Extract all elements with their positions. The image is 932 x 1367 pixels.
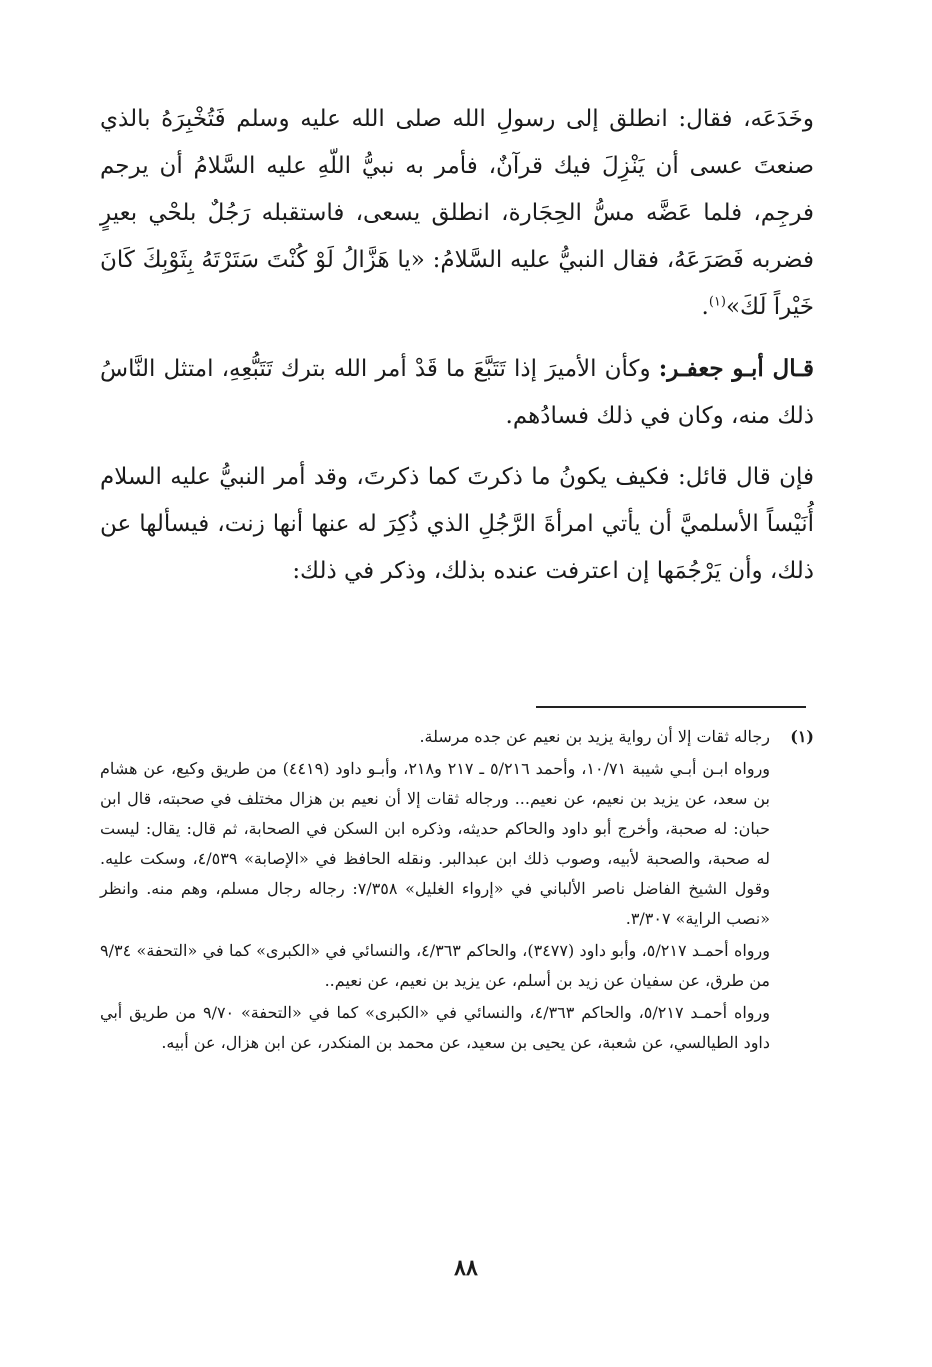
footnote-paragraph-2: ورواه ابـن أبـي شيبة ١٠/٧١، وأحمد ٥/٢١٦ ـ ٢١٧ و٢١٨، وأبـو داود (٤٤١٩) من طريق وكيع، عن هشام بن سعد، عن يزيد بن نعيم، عن نعيم... ورجاله ثقات إلا أن نعيم بن هزال مختلف في صحبته، قال ابن حبان: له صحبة، وأخرج أبو داود والحاكم حديثه، وذكره ابن السكن في الصحابة، ثم قال: يقال: ليست له صحبة، والصحبة لأبيه، وصوب ذلك ابن عبدالبر. ونقله الحافظ في «الإصابة» ٤/٥٣٩، وسكت عليه. وقول الشيخ الفاضل ناصر الألباني في «إرواء الغليل» ٧/٣٥٨: رجاله رجال مسلم، وهم منه. وانظر «نصب الراية» ٣/٣٠٧. xyxy=(100,759,771,928)
footnote-1 xyxy=(100,722,814,1060)
footnote-body xyxy=(100,722,770,1060)
paragraph-1-text: وخَدَعَه، فقال: انطلق إلى رسولِ الله صلى الله عليه وسلم فَتُخْبِرَهُ بالذي صنعتَ عسى أن يَنْزِلَ فيك قرآنٌ، فأمر به نبيُّ اللّهِ عليه السَّلامُ أن يرجم فرجِم، فلما عَضَّه مسُّ الحِجَارة، انطلق يسعى، فاستقبله رَجُلٌ بلحْي بعيرٍ فضربه فَصَرَعَهُ، فقال النبيُّ عليه السَّلامُ: «يا هَزَّالُ لَوْ كُنْتَ سَتَرْتَهُ بِثَوْبِكَ كَانَ خَيْراً لَكَ» xyxy=(100,106,814,320)
main-paragraph-1 xyxy=(100,96,814,331)
main-paragraph-2 xyxy=(100,345,814,440)
footnote-reference: (١) xyxy=(708,294,726,310)
main-paragraph-3: فإن قال قائل: فكيف يكونُ ما ذكرتَ كما ذكرتَ، وقد أمر النبيُّ عليه السلام أُنَيْساً الأسلميَّ أن يأتي امرأةَ الرَّجُلِ الذي ذُكِرَ له عنها أنها زنت، فيسألها عن ذلك، وأن يَرْجُمَها إن اعترفت عنده بذلك، وذكر في ذلك: xyxy=(100,464,814,584)
footnote-line-1: رجاله ثقات إلا أن رواية يزيد بن نعيم عن جده مرسلة. xyxy=(419,727,770,746)
paragraph-2-lead: قـال أبـو جعفـر: xyxy=(658,355,814,382)
footnote-paragraph-3: ورواه أحمـد ٥/٢١٧، وأبو داود (٣٤٧٧)، والحاكم ٤/٣٦٣، والنسائي في «الكبرى» كما في «التحفة» ٩/٣٤ من طرق، عن سفيان عن زيد بن أسلم، عن يزيد بن نعيم، عن نعيم.. xyxy=(100,941,770,990)
footnote-number: (١) xyxy=(790,727,814,746)
footnotes-block xyxy=(100,722,814,1060)
main-text-block xyxy=(100,96,814,609)
paragraph-2-text: وكأن الأميرَ إذا تَتَبَّعَ ما قَدْ أمر الله بترك تَتَبُّعِهِ، امتثل النَّاسُ ذلك منه، وكان في ذلك فسادُهم. xyxy=(100,356,814,429)
footnote-paragraph-4: ورواه أحمـد ٥/٢١٧، والحاكم ٤/٣٦٣، والنسائي في «الكبرى» كما في «التحفة» ٩/٧٠ من طريق أبي داود الطيالسي، عن شعبة، عن يحيى بن سعيد، عن محمد بن المنكدر، عن ابن هزال، عن أبيه. xyxy=(100,1003,770,1052)
page-number: ٨٨ xyxy=(454,1255,478,1281)
footnote-separator-line xyxy=(536,706,806,708)
paragraph-1-end: . xyxy=(701,294,709,320)
